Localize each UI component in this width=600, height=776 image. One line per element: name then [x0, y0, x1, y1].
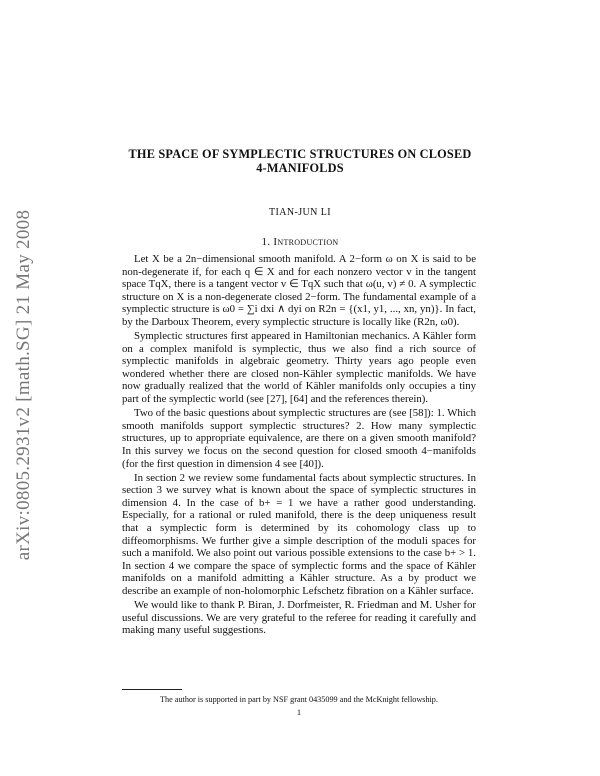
footnote: The author is supported in part by NSF grant 0435099 and the McKnight fellowship.: [160, 695, 438, 704]
page-number: 1: [296, 707, 302, 717]
paragraph: Symplectic structures first appeared in Hamiltonian mechanics. A Kähler form on a complex manifold is symplectic, thus we also find a rich source of symplectic manifolds in algebraic geometry. Thirty years ago people even wondered whether there are closed non-Kähler symplectic manifolds. We have now gradually realized that the world of Kähler manifolds only occupies a tiny part of the symplectic world (see [27], [64] and the references therein).: [122, 330, 476, 406]
footnote-rule: [122, 689, 182, 690]
body-text: [122, 253, 476, 638]
paragraph: Two of the basic questions about symplectic structures are (see [58]): 1. Which smooth manifolds support symplectic structures? 2. How many symplectic structures, up to appropriate equivalence, are there on a given smooth manifold? In this survey we focus on the second question for closed smooth 4−manifolds (for the first question in dimension 4 see [40]).: [122, 407, 476, 470]
paragraph: In section 2 we review some fundamental facts about symplectic structures. In section 3 we survey what is known about the space of symplectic structures in dimension 4. In the case of b+ = 1 we have a rather good understanding. Especially, for a rational or ruled manifold, there is the deep uniqueness result that a symplectic form is determined by its cohomology class up to diffeomorphisms. We further give a simple description of the moduli spaces for such a manifold. We also point out various possible extensions to the case b+ > 1. In section 4 we compare the space of symplectic forms and the space of Kähler manifolds on a manifold admitting a Kähler structure. As a by product we describe an example of non-holomorphic Lefschetz fibration on a Kähler surface.: [122, 471, 476, 597]
arxiv-sidebar-stamp: [8, 180, 40, 590]
arxiv-identifier: arXiv:0805.2931v2 [math.SG] 21 May 2008: [13, 209, 34, 561]
section-heading: 1. Introduction: [261, 236, 339, 248]
author-name: TIAN-JUN LI: [269, 207, 331, 218]
paper-title-line-1: THE SPACE OF SYMPLECTIC STRUCTURES ON CLOSED: [128, 147, 472, 161]
paragraph: We would like to thank P. Biran, J. Dorfmeister, R. Friedman and M. Usher for useful discussions. We are very grateful to the referee for reading it carefully and making many useful suggestions.: [122, 599, 476, 637]
paragraph: Let X be a 2n−dimensional smooth manifold. A 2−form ω on X is said to be non-degenerate if, for each q ∈ X and for each nonzero vector v in the tangent space TqX, there is a tangent vector v ∈ TqX such that ω(u, v) ≠ 0. A symplectic structure on X is a non-degenerate closed 2−form. The fundamental example of a symplectic structure is ω0 = ∑i dxi ∧ dyi on R2n = {(x1, y1, ..., xn, yn)}. In fact, by the Darboux Theorem, every symplectic structure is locally like (R2n, ω0).: [122, 253, 476, 328]
paper-title-line-2: 4-MANIFOLDS: [256, 161, 344, 175]
